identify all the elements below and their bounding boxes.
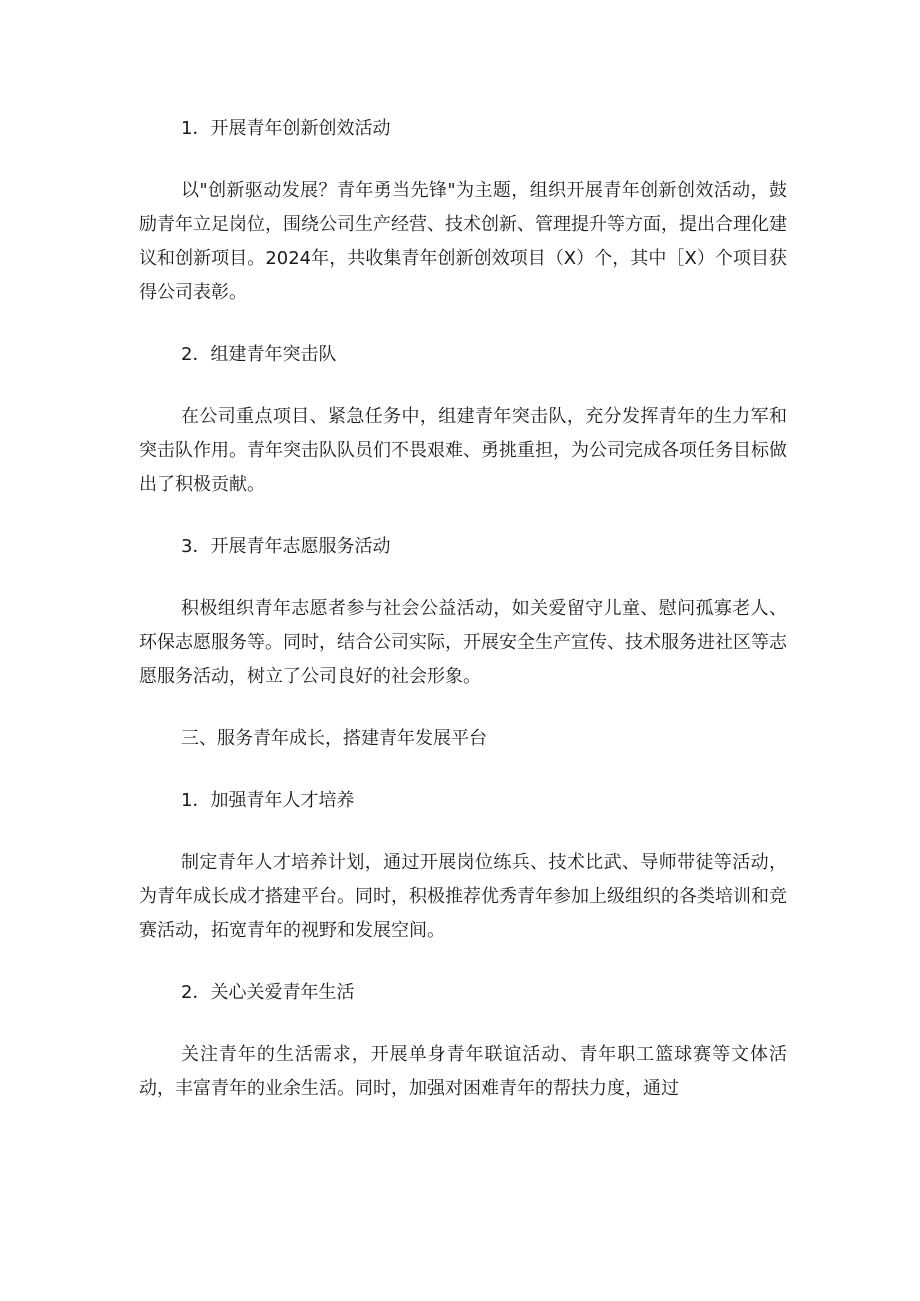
paragraph-commando-team: 在公司重点项目、紧急任务中，组建青年突击队，充分发挥青年的生力军和突击队作用。青年突击队队员们不畏艰难、勇挑重担，为公司完成各项任务目标做出了积极贡献。: [139, 406, 787, 495]
paragraph-volunteer: 积极组织青年志愿者参与社会公益活动，如关爱留守儿童、慰问孤寡老人、环保志愿服务等。同时，结合公司实际，开展安全生产宣传、技术服务进社区等志愿服务活动，树立了公司良好的社会形象。: [139, 598, 787, 687]
section-heading-talent-training: 1．加强青年人才培养: [181, 790, 355, 811]
section-heading-commando-team: 2．组建青年突击队: [181, 344, 337, 365]
section-heading-youth-life: 2．关心关爱青年生活: [181, 982, 355, 1003]
chapter-heading-youth-growth: 三、服务青年成长，搭建青年发展平台: [181, 728, 487, 749]
paragraph-youth-life: 关注青年的生活需求，开展单身青年联谊活动、青年职工篮球赛等文体活动，丰富青年的业余生活。同时，加强对困难青年的帮扶力度，通过: [139, 1044, 787, 1099]
document-page: [139, 112, 787, 1106]
section-heading-innovation: 1．开展青年创新创效活动: [181, 118, 391, 139]
paragraph-talent-training: 制定青年人才培养计划，通过开展岗位练兵、技术比武、导师带徒等活动，为青年成长成才搭建平台。同时，积极推荐优秀青年参加上级组织的各类培训和竞赛活动，拓宽青年的视野和发展空间。: [139, 852, 787, 941]
section-heading-volunteer: 3．开展青年志愿服务活动: [181, 536, 391, 557]
paragraph-innovation: 以"创新驱动发展？青年勇当先锋"为主题，组织开展青年创新创效活动，鼓励青年立足岗位，围绕公司生产经营、技术创新、管理提升等方面，提出合理化建议和创新项目。2024年，共收集青年创新创效项目（X）个，其中［X）个项目获得公司表彰。: [139, 180, 787, 303]
